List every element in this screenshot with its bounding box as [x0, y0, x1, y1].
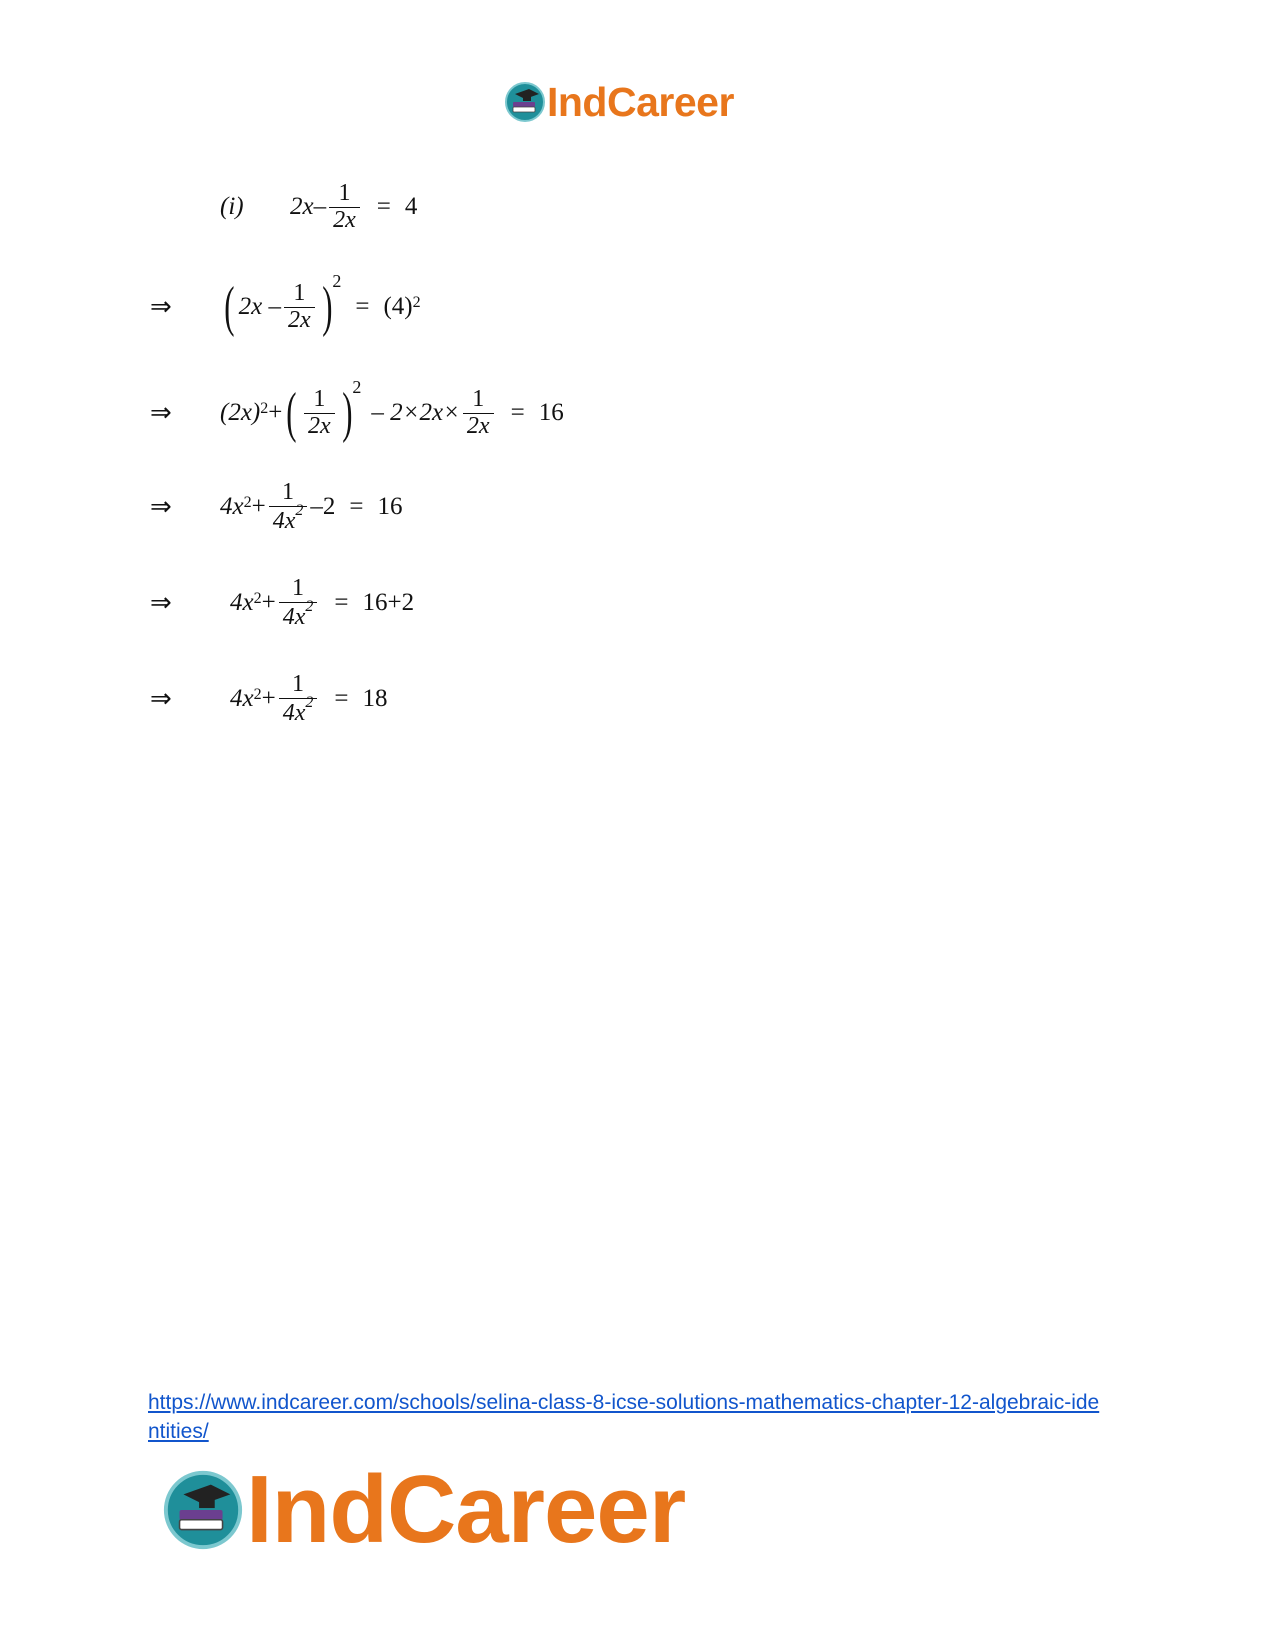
fraction: $\frac{1}{4x^2}$ — [269, 480, 308, 533]
source-link[interactable]: https://www.indcareer.com/schools/selina-class-8-icse-solutions-mathematics-chapter-12-algebraic-identities/ — [148, 1391, 1100, 1443]
footer-logo — [160, 1456, 686, 1563]
fraction: $\frac{1}{2x}$ — [329, 181, 360, 232]
fraction: $\frac{1}{2x}$ — [284, 281, 315, 332]
implies-arrow: ⇒ — [150, 588, 172, 617]
math-line-1: (i) 2x– $\frac{1}{2x}$ = 4 — [220, 180, 418, 233]
footer-logo-text: IndCareer — [246, 1456, 686, 1563]
implies-arrow: ⇒ — [150, 684, 172, 713]
math-line-4: ⇒ 4x 2 + $\frac{1}{4x^2}$ –2 = 16 — [150, 479, 403, 534]
graduation-book-icon — [160, 1467, 246, 1553]
header-logo-text: IndCareer — [547, 78, 734, 125]
fraction: $\frac{1}{4x^2}$ — [279, 576, 318, 629]
fraction: $\frac{1}{4x^2}$ — [279, 672, 318, 725]
implies-arrow: ⇒ — [150, 292, 172, 321]
implies-arrow: ⇒ — [150, 398, 172, 427]
header-logo — [503, 80, 734, 124]
part-label: (i) — [220, 193, 244, 220]
fraction: $\frac{1}{2x}$ — [463, 387, 494, 438]
graduation-book-icon — [503, 80, 547, 124]
fraction: $\frac{1}{2x}$ — [304, 387, 335, 438]
math-line-3: ⇒ (2x) 2 + ( $\frac{1}{2x}$ ) 2 – 2×2x× $\frac{1}{2x}$ = 16 — [150, 376, 564, 444]
math-line-5: ⇒ 4x 2 + $\frac{1}{4x^2}$ = 16+2 — [150, 575, 415, 630]
math-line-6: ⇒ 4x 2 + $\frac{1}{4x^2}$ = 18 — [150, 671, 388, 726]
implies-arrow: ⇒ — [150, 492, 172, 521]
math-line-2: ⇒ ( 2x – $\frac{1}{2x}$ ) 2 = (4) 2 — [150, 270, 421, 338]
